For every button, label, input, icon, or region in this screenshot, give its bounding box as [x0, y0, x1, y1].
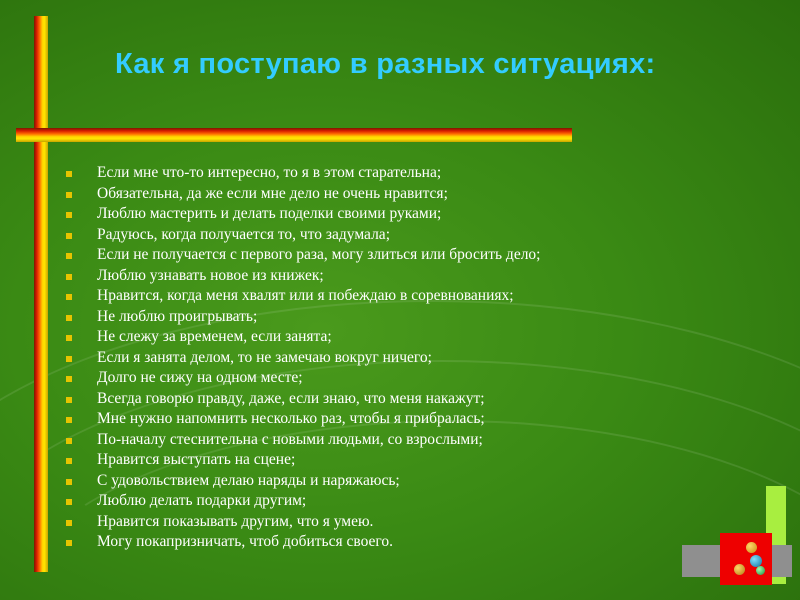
list-item-text: Если мне что-то интересно, то я в этом старательна; [97, 164, 442, 181]
list-item-text: Не люблю проигрывать; [97, 307, 258, 325]
slide-title: Как я поступаю в разных ситуациях: [115, 48, 656, 80]
bullet-square-icon [66, 335, 72, 341]
gem-icon [756, 566, 765, 575]
bullet-square-icon [66, 540, 72, 546]
bullet-square-icon [66, 171, 72, 177]
list-item-text: Долго не сижу на одном месте; [97, 369, 303, 386]
bullet-square-icon [66, 274, 72, 280]
list-item-text: Могу покапризничать, чтоб добиться своего. [97, 533, 393, 550]
list-item-text: Если я занята делом, то не замечаю вокруг ничего; [97, 348, 432, 366]
list-item-text: Нравится показывать другим, что я умею. [97, 512, 374, 530]
list-item-text: С удовольствием делаю наряды и наряжаюсь; [97, 471, 400, 489]
bullet-square-icon [66, 499, 72, 505]
list-item-text: Люблю узнавать новое из книжек; [97, 266, 324, 284]
list-item-text: Люблю мастерить и делать поделки своими руками; [97, 205, 442, 222]
bullet-square-icon [66, 212, 72, 218]
vertical-decorative-bar [34, 16, 48, 572]
list-item-text: Если не получается с первого раза, могу злиться или бросить дело; [97, 246, 541, 263]
list-item-text: Мне нужно напомнить несколько раз, чтобы я прибралась; [97, 410, 485, 427]
list-item-text: Не слежу за временем, если занята; [97, 328, 332, 345]
bullet-square-icon [66, 294, 72, 300]
bullet-square-icon [66, 356, 72, 362]
horizontal-decorative-bar [16, 128, 572, 142]
bullet-square-icon [66, 376, 72, 382]
decorative-red-square [720, 533, 772, 585]
bullet-square-icon [66, 233, 72, 239]
bullet-square-icon [66, 397, 72, 403]
list-item-text: Нравится, когда меня хвалят или я побеждаю в соревнованиях; [97, 287, 514, 304]
bullet-square-icon [66, 417, 72, 423]
bullet-square-icon [66, 315, 72, 321]
list-item-text: Нравится выступать на сцене; [97, 451, 296, 468]
bullet-square-icon [66, 253, 72, 259]
list-item-text: По-началу стеснительна с новыми людьми, со взрослыми; [97, 430, 483, 448]
list-item-text: Радуюсь, когда получается то, что задумала; [97, 225, 390, 243]
list-item-text: Всегда говорю правду, даже, если знаю, что меня накажут; [97, 389, 485, 407]
list-item-text: Люблю делать подарки другим; [97, 492, 307, 509]
gem-icon [734, 564, 745, 575]
bullet-square-icon [66, 438, 72, 444]
list-item-text: Обязательна, да же если мне дело не очень нравится; [97, 184, 448, 202]
bullet-square-icon [66, 192, 72, 198]
bullet-square-icon [66, 520, 72, 526]
gem-icon [746, 542, 757, 553]
bullet-square-icon [66, 479, 72, 485]
bullet-square-icon [66, 458, 72, 464]
